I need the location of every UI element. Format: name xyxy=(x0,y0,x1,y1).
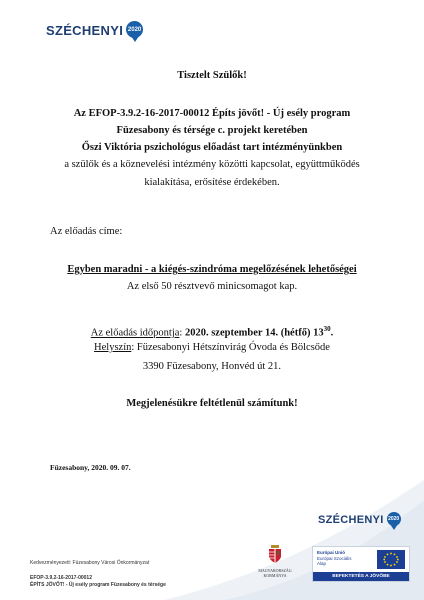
title-label: Az előadás címe: xyxy=(50,226,123,237)
place-value: : Füzesabonyi Hétszínvirág Óvoda és Bölcsőde xyxy=(131,342,330,353)
time-minutes: 30 xyxy=(323,325,331,333)
time-value: 2020. szeptember 14. (hétfő) 13 xyxy=(184,327,324,339)
eu-line-3: Alap xyxy=(317,561,327,566)
purpose-line-2: kialakítása, erősítése érdekében. xyxy=(144,177,280,188)
time-line xyxy=(0,322,424,341)
coat-of-arms-icon xyxy=(268,545,282,563)
time-end: . xyxy=(330,327,334,339)
program-name: ÉPÍTS JÖVŐT! - Új esély program Füzesabony és térsége xyxy=(30,582,166,588)
time-sep: : xyxy=(179,327,185,339)
footer-pin-tip xyxy=(390,524,398,530)
intro-line-3: Őszi Viktória pszichológus előadást tart intézményünkben xyxy=(81,142,343,153)
beneficiary: Kedvezményezett: Füzesabony Városi Önkormányzat xyxy=(30,560,150,566)
eu-line-1: Európai Unió xyxy=(317,550,345,555)
logo-text: SZÉCHENYI xyxy=(46,23,124,38)
footer-logo-text: SZÉCHENYI xyxy=(318,514,384,526)
eu-flag-icon xyxy=(377,550,405,569)
intro-line-2: Füzesabony és térsége c. projekt keretében xyxy=(116,125,308,136)
footer-map-pin-icon xyxy=(387,512,401,526)
closing: Megjelenésükre feltétlenül számítunk! xyxy=(126,398,298,409)
letter-date: Füzesabony, 2020. 09. 07. xyxy=(50,463,131,472)
time-label: Az előadás időpontja xyxy=(90,327,180,339)
address: 3390 Füzesabony, Honvéd út 21. xyxy=(142,361,282,372)
lecture-title: Egyben maradni - a kiégés-szindróma megelőzésének lehetőségei xyxy=(67,264,357,275)
szechenyi-logo-footer xyxy=(318,513,401,527)
gift-note: Az első 50 résztvevő minicsomagot kap. xyxy=(126,281,298,292)
greeting: Tisztelt Szülők! xyxy=(177,70,247,81)
gov-line-2: KORMÁNYA xyxy=(263,573,287,578)
footer-logo-year: 2020 xyxy=(387,512,401,526)
pin-tip xyxy=(131,36,139,42)
intro-line-1: Az EFOP-3.9.2-16-2017-00012 Építs jövőt! - Új esély program xyxy=(73,108,351,119)
gov-line-1: MAGYARORSZÁG xyxy=(258,568,292,573)
place-label: Helyszín xyxy=(94,342,132,353)
project-code: EFOP-3.9.2-16-2017-00012 xyxy=(30,575,92,581)
purpose-line-1: a szülők és a köznevelési intézmény közötti kapcsolat, együttműködés xyxy=(64,159,360,170)
map-pin-icon xyxy=(126,21,143,38)
eu-banner: BEFEKTETÉS A JÖVŐBE xyxy=(313,572,409,581)
government-logo xyxy=(255,545,295,578)
logo-year: 2020 xyxy=(126,21,143,38)
szechenyi-logo-header xyxy=(46,22,143,39)
place-line xyxy=(0,341,424,355)
eu-line-2: Európai Szociális xyxy=(317,555,352,561)
eu-logo-block xyxy=(312,546,410,582)
decorative-swoosh xyxy=(164,480,424,600)
